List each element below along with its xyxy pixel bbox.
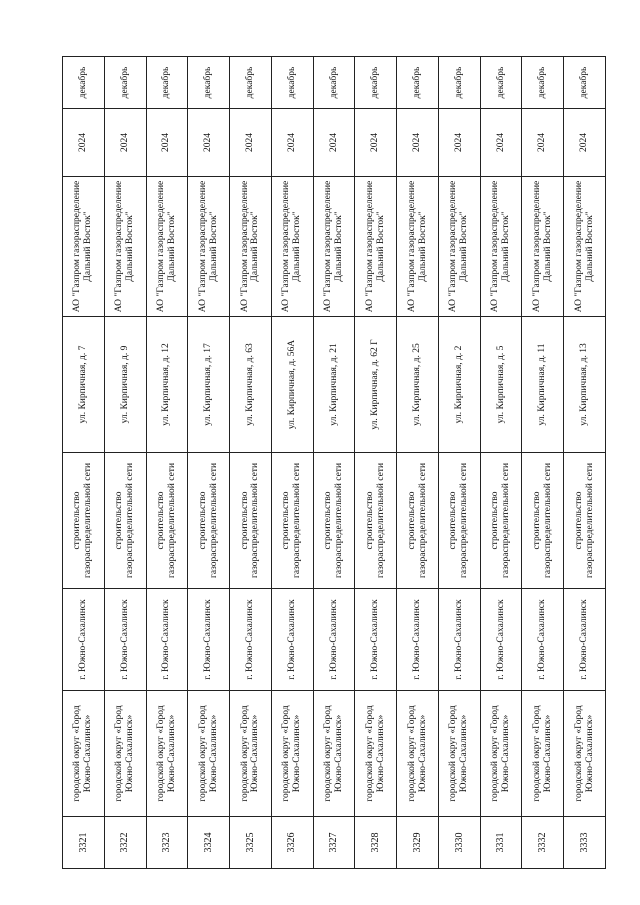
rotated-table-container (62, 57, 606, 869)
address-cell: ул. Кирпичная, д. 21 (313, 317, 355, 453)
table-row (480, 57, 522, 869)
city-cell: г. Южно-Сахалинск (230, 589, 272, 691)
organization-cell: АО "Газпром газораспределение Дальний Восток" (355, 177, 397, 317)
address-cell: ул. Кирпичная, д. 5 (480, 317, 522, 453)
activity-cell: строительство газораспределительной сети (271, 453, 313, 589)
city-cell: г. Южно-Сахалинск (480, 589, 522, 691)
activity-cell: строительство газораспределительной сети (188, 453, 230, 589)
address-cell: ул. Кирпичная, д. 63 (230, 317, 272, 453)
row-number-cell: 3330 (438, 817, 480, 869)
row-number-cell: 3331 (480, 817, 522, 869)
month-cell: декабрь (188, 57, 230, 109)
municipality-cell: городской округ «Город Южно-Сахалинск» (438, 691, 480, 817)
address-cell: ул. Кирпичная, д. 17 (188, 317, 230, 453)
municipality-cell: городской округ «Город Южно-Сахалинск» (230, 691, 272, 817)
month-cell: декабрь (63, 57, 105, 109)
rotated-table-frame (62, 57, 606, 869)
city-cell: г. Южно-Сахалинск (564, 589, 606, 691)
city-cell: г. Южно-Сахалинск (397, 589, 439, 691)
activity-cell: строительство газораспределительной сети (230, 453, 272, 589)
municipality-cell: городской округ «Город Южно-Сахалинск» (564, 691, 606, 817)
table-row (271, 57, 313, 869)
row-number-cell: 3323 (146, 817, 188, 869)
table-row (313, 57, 355, 869)
organization-cell: АО "Газпром газораспределение Дальний Восток" (271, 177, 313, 317)
organization-cell: АО "Газпром газораспределение Дальний Восток" (564, 177, 606, 317)
row-number-cell: 3328 (355, 817, 397, 869)
row-number-cell: 3329 (397, 817, 439, 869)
city-cell: г. Южно-Сахалинск (313, 589, 355, 691)
city-cell: г. Южно-Сахалинск (438, 589, 480, 691)
activity-cell: строительство газораспределительной сети (397, 453, 439, 589)
organization-cell: АО "Газпром газораспределение Дальний Восток" (104, 177, 146, 317)
year-cell: 2024 (522, 109, 564, 177)
address-cell: ул. Кирпичная, д. 7 (63, 317, 105, 453)
activity-cell: строительство газораспределительной сети (104, 453, 146, 589)
table-row (355, 57, 397, 869)
row-number-cell: 3326 (271, 817, 313, 869)
organization-cell: АО "Газпром газораспределение Дальний Восток" (480, 177, 522, 317)
municipality-cell: городской округ «Город Южно-Сахалинск» (146, 691, 188, 817)
municipality-cell: городской округ «Город Южно-Сахалинск» (313, 691, 355, 817)
row-number-cell: 3333 (564, 817, 606, 869)
activity-cell: строительство газораспределительной сети (522, 453, 564, 589)
table-row (188, 57, 230, 869)
table-row (564, 57, 606, 869)
organization-cell: АО "Газпром газораспределение Дальний Восток" (146, 177, 188, 317)
year-cell: 2024 (104, 109, 146, 177)
address-cell: ул. Кирпичная, д. 9 (104, 317, 146, 453)
organization-cell: АО "Газпром газораспределение Дальний Восток" (522, 177, 564, 317)
activity-cell: строительство газораспределительной сети (146, 453, 188, 589)
year-cell: 2024 (438, 109, 480, 177)
year-cell: 2024 (355, 109, 397, 177)
year-cell: 2024 (313, 109, 355, 177)
gas-network-table (62, 56, 606, 869)
municipality-cell: городской округ «Город Южно-Сахалинск» (480, 691, 522, 817)
table-row (230, 57, 272, 869)
month-cell: декабрь (438, 57, 480, 109)
address-cell: ул. Кирпичная, д. 12 (146, 317, 188, 453)
row-number-cell: 3327 (313, 817, 355, 869)
municipality-cell: городской округ «Город Южно-Сахалинск» (271, 691, 313, 817)
year-cell: 2024 (564, 109, 606, 177)
row-number-cell: 3321 (63, 817, 105, 869)
month-cell: декабрь (522, 57, 564, 109)
year-cell: 2024 (230, 109, 272, 177)
row-number-cell: 3324 (188, 817, 230, 869)
table-row (438, 57, 480, 869)
activity-cell: строительство газораспределительной сети (480, 453, 522, 589)
city-cell: г. Южно-Сахалинск (146, 589, 188, 691)
municipality-cell: городской округ «Город Южно-Сахалинск» (355, 691, 397, 817)
municipality-cell: городской округ «Город Южно-Сахалинск» (522, 691, 564, 817)
month-cell: декабрь (480, 57, 522, 109)
month-cell: декабрь (104, 57, 146, 109)
activity-cell: строительство газораспределительной сети (63, 453, 105, 589)
address-cell: ул. Кирпичная, д. 2 (438, 317, 480, 453)
month-cell: декабрь (397, 57, 439, 109)
month-cell: декабрь (271, 57, 313, 109)
municipality-cell: городской округ «Город Южно-Сахалинск» (188, 691, 230, 817)
city-cell: г. Южно-Сахалинск (522, 589, 564, 691)
year-cell: 2024 (397, 109, 439, 177)
organization-cell: АО "Газпром газораспределение Дальний Восток" (397, 177, 439, 317)
organization-cell: АО "Газпром газораспределение Дальний Восток" (313, 177, 355, 317)
city-cell: г. Южно-Сахалинск (188, 589, 230, 691)
municipality-cell: городской округ «Город Южно-Сахалинск» (63, 691, 105, 817)
month-cell: декабрь (355, 57, 397, 109)
table-row (522, 57, 564, 869)
month-cell: декабрь (564, 57, 606, 109)
table-row (63, 57, 105, 869)
table-row (146, 57, 188, 869)
table-row (104, 57, 146, 869)
row-number-cell: 3332 (522, 817, 564, 869)
address-cell: ул. Кирпичная, д. 25 (397, 317, 439, 453)
address-cell: ул. Кирпичная, д. 11 (522, 317, 564, 453)
row-number-cell: 3322 (104, 817, 146, 869)
month-cell: декабрь (313, 57, 355, 109)
table-body (63, 57, 606, 869)
organization-cell: АО "Газпром газораспределение Дальний Восток" (230, 177, 272, 317)
activity-cell: строительство газораспределительной сети (355, 453, 397, 589)
organization-cell: АО "Газпром газораспределение Дальний Восток" (63, 177, 105, 317)
month-cell: декабрь (230, 57, 272, 109)
year-cell: 2024 (480, 109, 522, 177)
year-cell: 2024 (63, 109, 105, 177)
address-cell: ул. Кирпичная, д. 62 Г (355, 317, 397, 453)
address-cell: ул. Кирпичная, д. 56А (271, 317, 313, 453)
row-number-cell: 3325 (230, 817, 272, 869)
city-cell: г. Южно-Сахалинск (104, 589, 146, 691)
city-cell: г. Южно-Сахалинск (355, 589, 397, 691)
activity-cell: строительство газораспределительной сети (313, 453, 355, 589)
activity-cell: строительство газораспределительной сети (438, 453, 480, 589)
month-cell: декабрь (146, 57, 188, 109)
year-cell: 2024 (188, 109, 230, 177)
year-cell: 2024 (271, 109, 313, 177)
activity-cell: строительство газораспределительной сети (564, 453, 606, 589)
address-cell: ул. Кирпичная, д. 13 (564, 317, 606, 453)
city-cell: г. Южно-Сахалинск (63, 589, 105, 691)
organization-cell: АО "Газпром газораспределение Дальний Восток" (438, 177, 480, 317)
municipality-cell: городской округ «Город Южно-Сахалинск» (104, 691, 146, 817)
year-cell: 2024 (146, 109, 188, 177)
organization-cell: АО "Газпром газораспределение Дальний Восток" (188, 177, 230, 317)
city-cell: г. Южно-Сахалинск (271, 589, 313, 691)
table-row (397, 57, 439, 869)
municipality-cell: городской округ «Город Южно-Сахалинск» (397, 691, 439, 817)
